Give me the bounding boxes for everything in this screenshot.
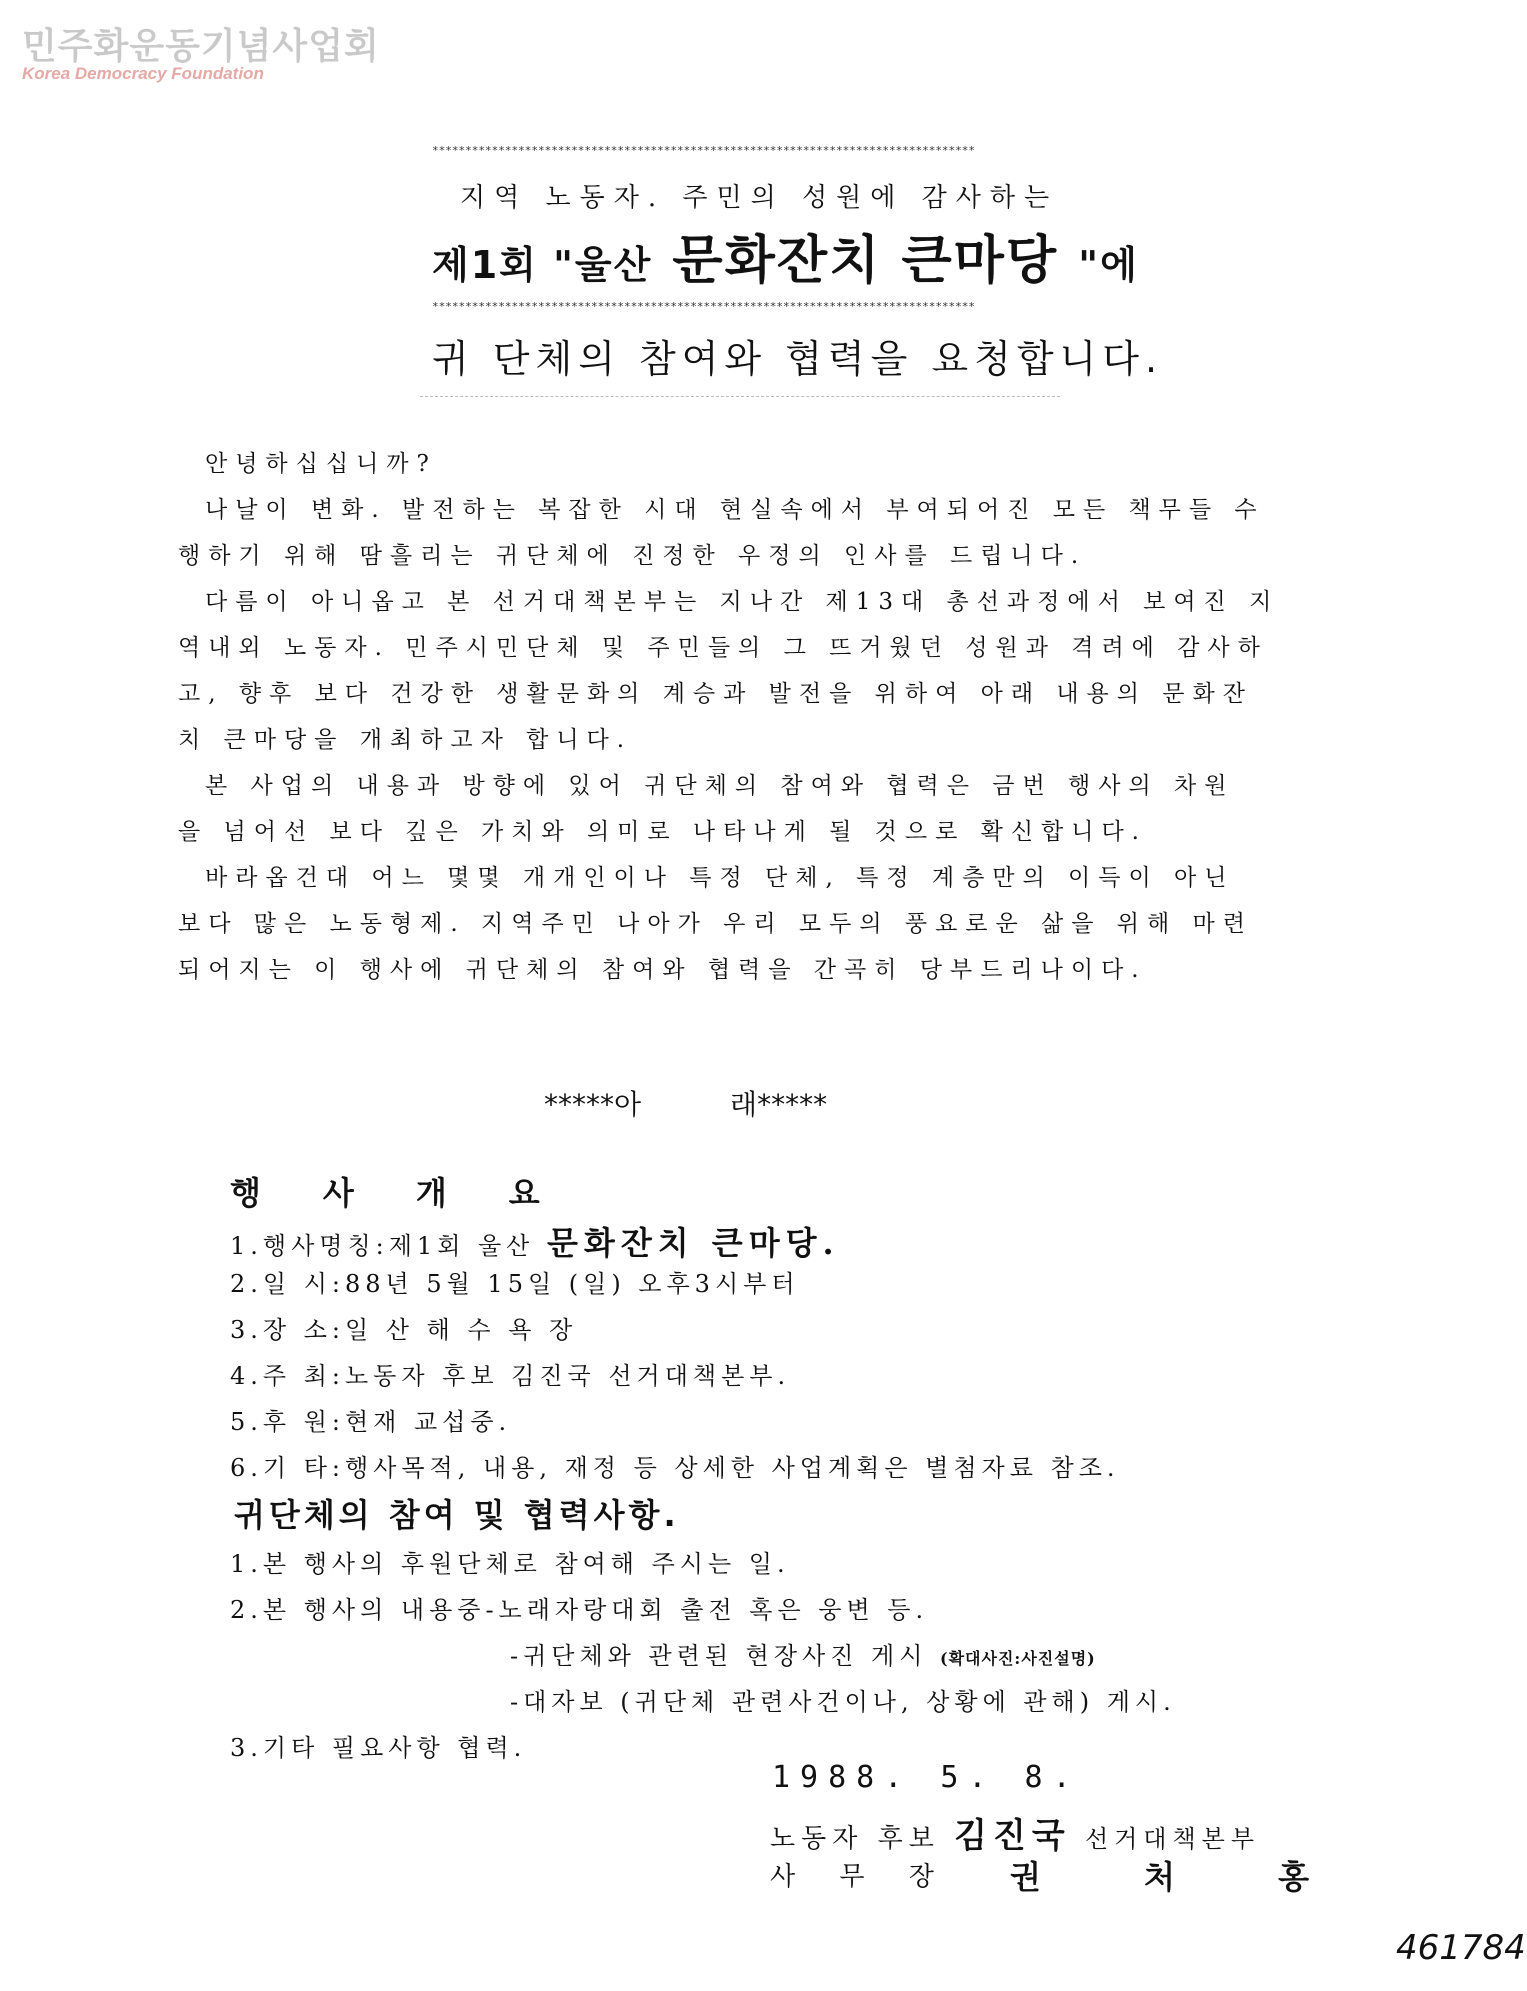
header-star-rule-top: ********************************************************************************** xyxy=(432,144,976,157)
document-number: 461784 xyxy=(1396,1928,1526,1968)
overview-item-value: 노동자 후보 김진국 선거대책본부. xyxy=(344,1362,791,1390)
overview-item-5 xyxy=(230,1402,511,1437)
overview-item-4 xyxy=(230,1356,790,1391)
cooperation-subitem-1 xyxy=(510,1636,1096,1671)
signature-title: 사 무 장 xyxy=(770,1862,952,1892)
overview-item-label: 6.기 타: xyxy=(230,1454,345,1482)
cooperation-item-3: 3.기타 필요사항 협력. xyxy=(230,1734,527,1762)
signature-name: 권 처 홍 xyxy=(1010,1858,1356,1896)
cooperation-subitem-text: -귀단체와 관련된 현장사진 게시 xyxy=(510,1642,928,1670)
watermark-korean: 민주화운동기념사업회 xyxy=(22,26,380,67)
title-suffix: "에 xyxy=(1078,243,1139,287)
body-line-4: 역내외 노동자. 민주시민단체 및 주민들의 그 뜨거웠던 성원과 격려에 감사하 xyxy=(178,635,1268,661)
greeting: 안녕하십십니까? xyxy=(205,451,437,477)
overview-item-3 xyxy=(230,1310,577,1345)
body-line-8: 을 넘어선 보다 깊은 가치와 의미로 나타나게 될 것으로 확신합니다. xyxy=(178,819,1147,845)
signature-org-suffix: 선거대책본부 xyxy=(1084,1825,1261,1853)
watermark-english: Korea Democracy Foundation xyxy=(22,64,264,83)
overview-item-label: 2.일 시: xyxy=(230,1270,345,1298)
overview-item-2 xyxy=(230,1264,800,1299)
body-line-6: 치 큰마당을 개최하고자 합니다. xyxy=(178,727,633,753)
body-line-5: 고, 향후 보다 건강한 생활문화의 계승과 발전을 위하여 아래 내용의 문화잔 xyxy=(178,681,1253,707)
body-line-10: 보다 많은 노동형제. 지역주민 나아가 우리 모두의 풍요로운 삶을 위해 마련 xyxy=(178,911,1253,937)
cooperation-subnote: (확대사진:사진설명) xyxy=(940,1649,1096,1668)
overview-item-value: 88년 5월 15일 (일) 오후3시부터 xyxy=(344,1270,800,1298)
body-line-7: 본 사업의 내용과 방향에 있어 귀단체의 참여와 협력은 금번 행사의 차원 xyxy=(205,773,1235,799)
overview-item-value: 현재 교섭중. xyxy=(344,1408,512,1436)
signature-org-prefix: 노동자 후보 xyxy=(770,1824,940,1854)
overview-item-value: 일 산 해 수 욕 장 xyxy=(344,1316,578,1344)
overview-item-value: 제1회 울산 xyxy=(388,1232,535,1260)
signature-org xyxy=(770,1808,1260,1857)
notice-heading: *****아 래***** xyxy=(544,1088,828,1121)
body-line-11: 되어지는 이 행사에 귀단체의 참여와 협력을 간곡히 당부드리나이다. xyxy=(178,957,1147,983)
overview-item-label: 5.후 원: xyxy=(230,1408,345,1436)
header-divider xyxy=(420,396,1060,397)
overview-item-1 xyxy=(230,1218,840,1264)
event-name: 문화잔치 큰마당. xyxy=(547,1224,840,1262)
cooperation-heading: 귀단체의 참여 및 협력사항. xyxy=(234,1496,680,1534)
body-line-1: 나날이 변화. 발전하는 복잡한 시대 현실속에서 부여되어진 모든 책무들 수 xyxy=(205,497,1265,523)
body-line-2: 행하기 위해 땀흘리는 귀단체에 진정한 우정의 인사를 드립니다. xyxy=(178,543,1087,569)
overview-heading: 행사개요 xyxy=(230,1174,602,1212)
cooperation-subitem-2: -대자보 (귀단체 관련사건이나, 상황에 관해) 게시. xyxy=(510,1688,1176,1716)
body-line-3: 다름이 아니옵고 본 선거대책본부는 지나간 제13대 총선과정에서 보여진 지 xyxy=(205,589,1280,615)
body-line-9: 바라옵건대 어느 몇몇 개개인이나 특정 단체, 특정 계층만의 이득이 아닌 xyxy=(205,865,1235,891)
title-prefix: 제1회 "울산 xyxy=(432,243,653,287)
header-star-rule-bottom: ********************************************************************************** xyxy=(432,300,976,313)
header-title xyxy=(432,218,1139,293)
signature-org-name: 김진국 xyxy=(954,1816,1071,1856)
header-subtitle: 지역 노동자. 주민의 성원에 감사하는 xyxy=(460,183,1059,213)
overview-item-label: 1.행사명칭: xyxy=(230,1232,389,1260)
overview-item-label: 4.주 최: xyxy=(230,1362,345,1390)
overview-item-6 xyxy=(230,1448,1120,1483)
signature-date: 1988. 5. 8. xyxy=(772,1760,1081,1795)
cooperation-item-2: 2.본 행사의 내용중-노래자랑대회 출전 혹은 웅변 등. xyxy=(230,1596,929,1624)
overview-item-value: 행사목적, 내용, 재정 등 상세한 사업계획은 별첨자료 참조. xyxy=(344,1454,1120,1482)
cooperation-item-1: 1.본 행사의 후원단체로 참여해 주시는 일. xyxy=(230,1550,790,1578)
title-main: 문화잔치 큰마당 xyxy=(672,231,1059,291)
overview-item-label: 3.장 소: xyxy=(230,1316,345,1344)
header-request: 귀 단체의 참여와 협력을 요청합니다. xyxy=(432,337,1164,381)
